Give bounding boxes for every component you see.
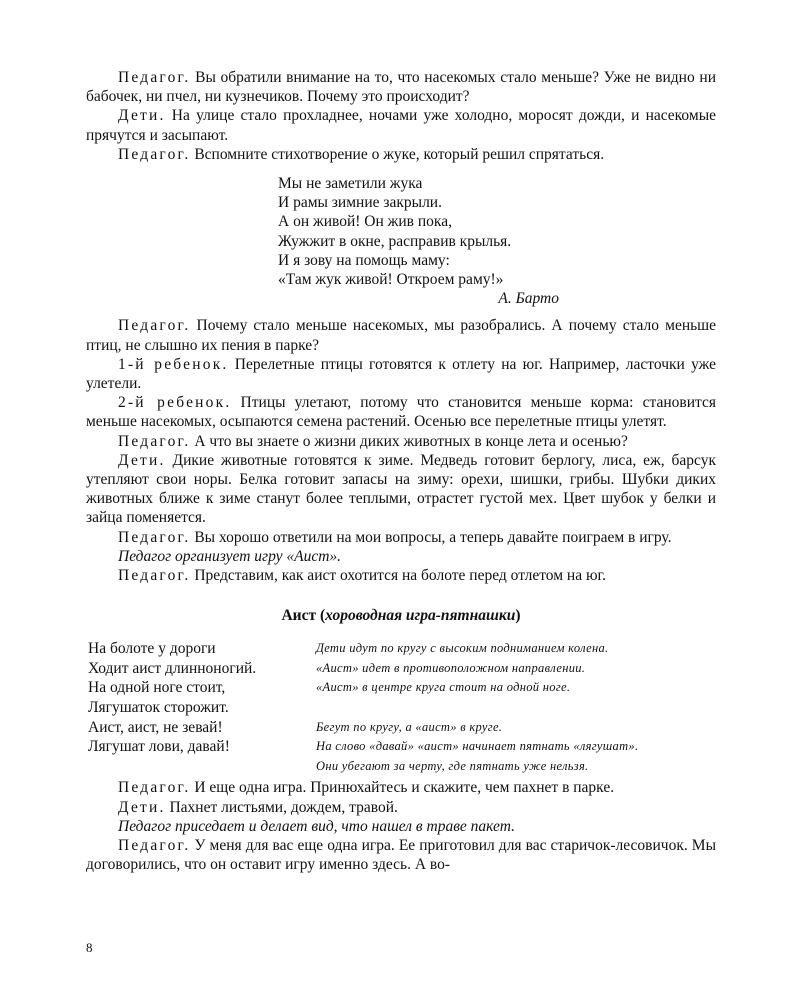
speaker: 1-й ребенок. bbox=[118, 355, 229, 373]
dialogue-paragraph: Педагог. Вспомните стихотворение о жуке, который решил спрятаться. bbox=[118, 145, 605, 163]
game-action: Бегут по кругу, а «аист» в круге. bbox=[316, 719, 503, 734]
speaker: Дети. bbox=[118, 107, 166, 125]
speaker: Дети. bbox=[118, 798, 166, 816]
game-verse: Лягушаток сторожит. bbox=[88, 699, 229, 717]
speaker: Педагог. bbox=[118, 567, 191, 585]
speaker: Педагог. bbox=[118, 837, 191, 855]
game-action: На слово «давай» «аист» начинает пятнать «лягушат». bbox=[316, 739, 639, 754]
poem-author: А. Барто bbox=[498, 290, 559, 308]
speaker: Педагог. bbox=[118, 432, 191, 450]
speaker: Педагог. bbox=[118, 317, 191, 335]
dialogue-paragraph: Педагог. И еще одна игра. Принюхайтесь и скажите, чем пахнет в парке. bbox=[118, 779, 615, 797]
game-verse: На болоте у дороги bbox=[88, 640, 216, 658]
game-row bbox=[88, 639, 716, 659]
closing-dialogue bbox=[86, 778, 716, 874]
game-row bbox=[88, 757, 716, 777]
game-title: Аист (хороводная игра-пятнашки) bbox=[281, 607, 521, 625]
game-verse: Аист, аист, не зевай! bbox=[88, 718, 223, 736]
game-row bbox=[88, 737, 716, 757]
page-body bbox=[86, 68, 716, 874]
game-row bbox=[88, 678, 716, 698]
dialogue-paragraph: Педагог. Почему стало меньше насекомых, мы разобрались. А почему стало меньше птиц, не слышно их пения в парке? bbox=[86, 317, 716, 354]
page-number: 8 bbox=[86, 940, 93, 955]
poem-line: Мы не заметили жука bbox=[278, 175, 423, 193]
dialogue-paragraph: 2-й ребенок. Птицы улетают, потому что становится меньше корма: становится меньше насекомых, осыпаются семена растений. Осенью все перелетные птицы улетят. bbox=[86, 394, 716, 431]
stage-direction: Педагог организует игру «Аист». bbox=[118, 547, 342, 565]
poem bbox=[278, 174, 716, 308]
poem-line: И я зову на помощь маму: bbox=[278, 251, 450, 269]
game-verse bbox=[88, 757, 316, 777]
speaker: Педагог. bbox=[118, 528, 191, 546]
dialogue-paragraph: 1-й ребенок. Перелетные птицы готовятся к отлету на юг. Например, ласточки уже улетели. bbox=[86, 355, 716, 393]
poem-line: Жужжит в окне, расправив крылья. bbox=[278, 232, 512, 250]
game-row bbox=[88, 659, 716, 679]
game-row bbox=[88, 698, 716, 718]
game-action: Дети идут по кругу с высоким подниманием колена. bbox=[316, 641, 609, 656]
dialogue-paragraph: Дети. Дикие животные готовятся к зиме. Медведь готовит берлогу, лиса, еж, барсук утепляют свои норы. Белка готовит запасы на зиму: орехи, шишки, грибы. Шубки диких животных ближе к зиме станут более теплыми, отрастет густой мех. Цвет шубок у белки и зайца поменяется. bbox=[86, 451, 716, 527]
stage-direction: Педагог приседает и делает вид, что нашел в траве пакет. bbox=[118, 817, 515, 835]
speaker: Педагог. bbox=[118, 779, 191, 797]
dialogue-paragraph: Педагог. У меня для вас еще одна игра. Ее приготовил для вас старичок-лесовичок. Мы договорились, что он оставит игру именно здесь. А во- bbox=[86, 837, 716, 874]
intro-dialogue bbox=[86, 68, 716, 164]
game-action bbox=[316, 698, 716, 718]
speaker: Педагог. bbox=[118, 69, 191, 86]
game-row bbox=[88, 718, 716, 738]
game-action: «Аист» в центре круга стоит на одной ноге. bbox=[316, 680, 571, 695]
dialogue-paragraph: Педагог. Представим, как аист охотится на болоте перед отлетом на юг. bbox=[118, 567, 607, 585]
dialogue-paragraph: Педагог. Вы обратили внимание на то, что насекомых стало меньше? Уже не видно ни бабочек, ни пчел, ни кузнечиков. Почему это происходит? bbox=[86, 69, 716, 106]
poem-line: А он живой! Он жив пока, bbox=[278, 213, 452, 231]
dialogue-paragraph: Педагог. Вы хорошо ответили на мои вопросы, а теперь давайте поиграем в игру. bbox=[118, 528, 672, 546]
game-table bbox=[88, 639, 716, 776]
game-verse: Лягушат лови, давай! bbox=[88, 738, 230, 756]
game-action: «Аист» идет в противоположном направлении. bbox=[316, 660, 586, 675]
middle-dialogue bbox=[86, 316, 716, 585]
speaker: 2-й ребенок. bbox=[118, 394, 232, 412]
speaker: Дети. bbox=[118, 451, 166, 469]
game-verse: Ходит аист длинноногий. bbox=[88, 659, 257, 677]
dialogue-paragraph: Дети. Пахнет листьями, дождем, травой. bbox=[118, 798, 398, 816]
speaker: Педагог. bbox=[118, 145, 191, 163]
dialogue-paragraph: Дети. На улице стало прохладнее, ночами уже холодно, моросят дожди, и насекомые прячутся и засыпают. bbox=[86, 107, 716, 144]
dialogue-paragraph: Педагог. А что вы знаете о жизни диких животных в конце лета и осенью? bbox=[118, 432, 628, 450]
poem-line: «Там жук живой! Откроем раму!» bbox=[278, 271, 504, 289]
game-action: Они убегают за черту, где пятнать уже нельзя. bbox=[316, 758, 589, 773]
poem-line: И рамы зимние закрыли. bbox=[278, 194, 442, 212]
game-verse: На одной ноге стоит, bbox=[88, 679, 226, 697]
